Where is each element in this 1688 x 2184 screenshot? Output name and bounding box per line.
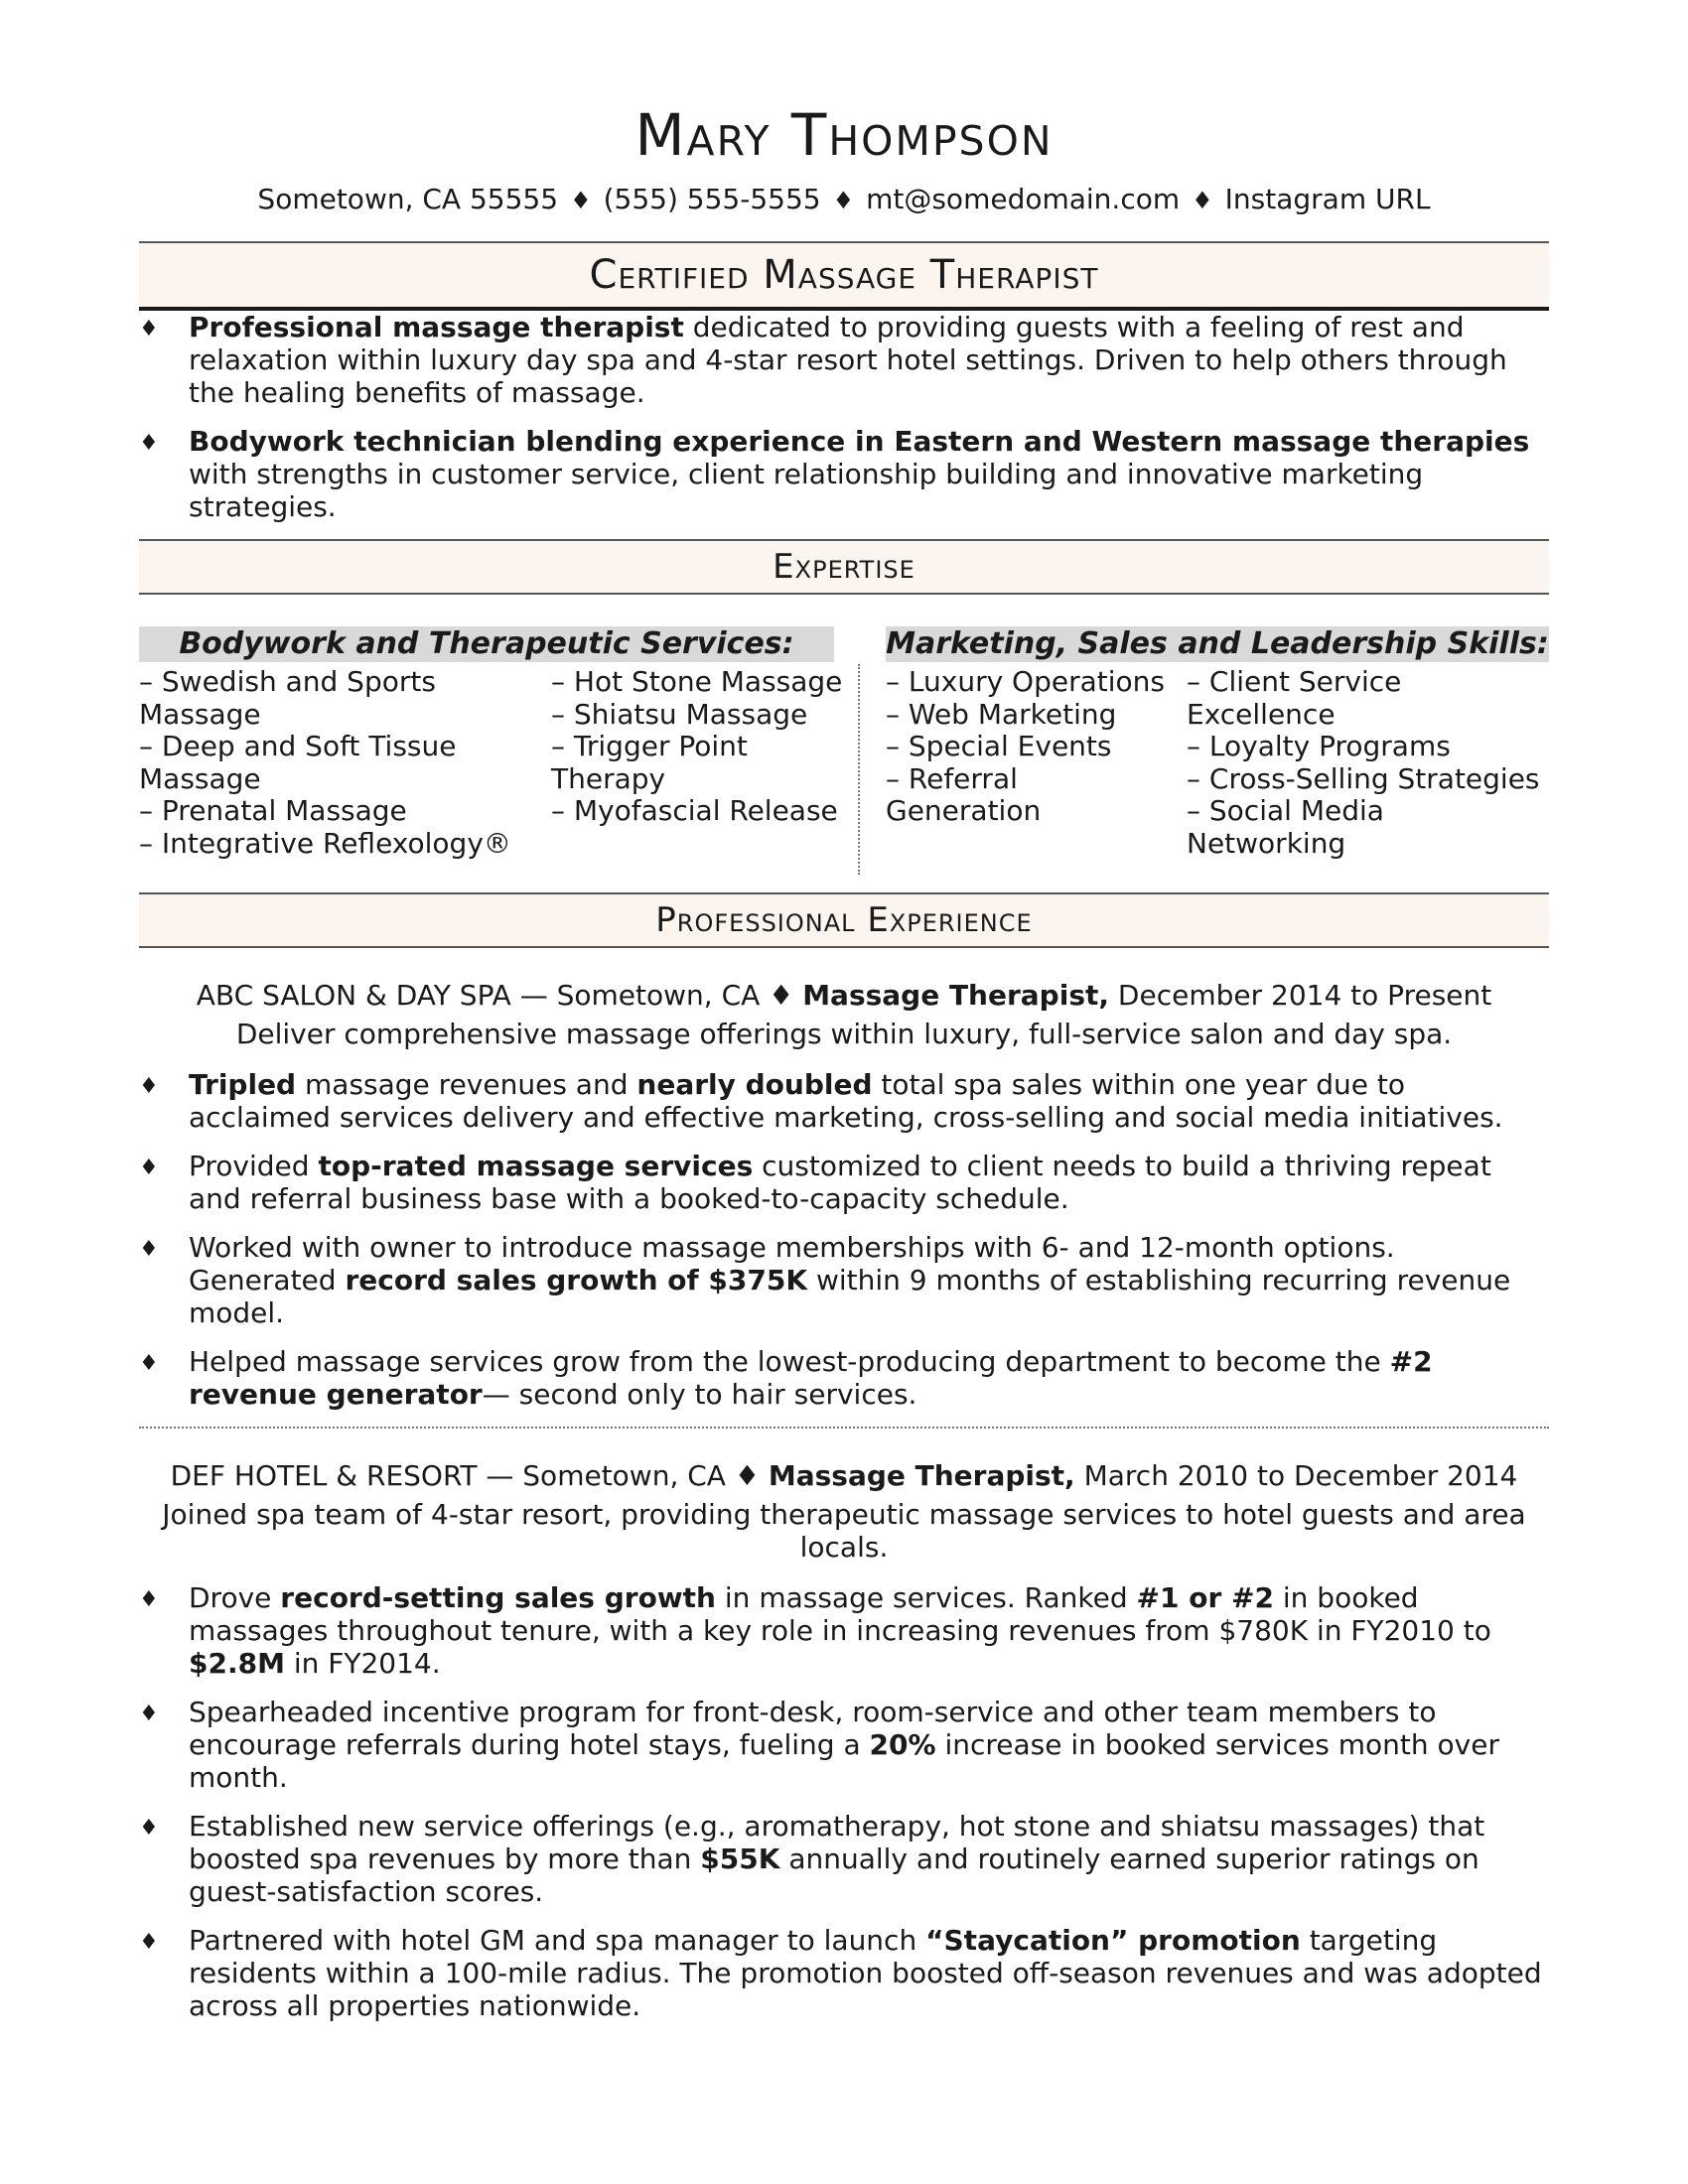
expertise-section (139, 626, 1549, 892)
employer-name: ABC SALON & DAY SPA — Sometown, CA ♦ (196, 979, 803, 1012)
diamond-icon: ♦ (832, 187, 855, 214)
bullet-text: Provided (189, 1150, 319, 1182)
skill-item: – Cross-Selling Strategies (1187, 761, 1540, 795)
skill-item: – Swedish and Sports Massage (139, 665, 436, 731)
marketing-skills-heading: Marketing, Sales and Leadership Skills: (886, 626, 1549, 661)
bullet-text: increase in booked services month over month. (189, 1728, 1499, 1794)
achievement-bullet (139, 1345, 1549, 1411)
job-dates: March 2010 to December 2014 (1074, 1459, 1518, 1492)
job-divider (139, 1427, 1549, 1429)
summary-bold: Professional massage therapist (189, 311, 684, 343)
professional-title: Certified Massage Therapist (139, 241, 1549, 311)
summary-text: with strengths in customer service, client relationship building and innovative marketing strategies. (189, 458, 1424, 523)
job-description: Deliver comprehensive massage offerings within luxury, full-service salon and day spa. (235, 1018, 1453, 1050)
expertise-heading: Expertise (139, 539, 1549, 595)
bullet-text: within 9 months of establishing recurring revenue model. (189, 1264, 1511, 1329)
bullet-highlight: record sales growth of $375K (345, 1264, 808, 1297)
skill-item: – Web Marketing (886, 697, 1117, 731)
summary-list (139, 311, 1549, 523)
bullet-text: — second only to hair services. (482, 1378, 917, 1411)
contact-email: mt@somedomain.com (866, 183, 1181, 215)
achievement-bullet (139, 1581, 1549, 1680)
summary-bold: Bodywork technician blending experience in Eastern and Western massage therapies (189, 425, 1530, 458)
bullet-text: annually and routinely earned superior ratings on guest-satisfaction scores. (189, 1843, 1479, 1908)
diamond-bullet-icon: ♦ (139, 1816, 159, 1841)
achievement-bullet (139, 1696, 1549, 1794)
bodywork-services-heading: Bodywork and Therapeutic Services: (139, 626, 834, 662)
diamond-bullet-icon: ♦ (139, 431, 159, 456)
contact-location: Sometown, CA 55555 (257, 183, 559, 215)
bullet-text: Helped massage services grow from the lowest-producing department to become the (189, 1345, 1390, 1378)
diamond-bullet-icon: ♦ (139, 317, 159, 341)
skill-item: – Luxury Operations (886, 665, 1165, 698)
bodywork-list-1 (139, 666, 536, 860)
bullet-highlight: $55K (700, 1843, 780, 1875)
diamond-bullet-icon: ♦ (139, 1351, 159, 1376)
job-abc-salon (139, 978, 1549, 1411)
bullet-text: total spa sales within one year due to acclaimed services delivery and effective marketing, cross-selling and social media initiatives. (189, 1068, 1503, 1134)
skill-item: – Shiatsu Massage (551, 697, 808, 731)
contact-line (139, 181, 1549, 219)
summary-item (139, 311, 1549, 409)
marketing-list-1 (886, 666, 1174, 828)
candidate-name: Mary Thompson (634, 101, 1054, 169)
achievement-bullet (139, 1150, 1549, 1215)
skill-item: – Prenatal Massage (139, 794, 407, 827)
contact-social: Instagram URL (1224, 183, 1431, 215)
skill-item: – Trigger Point Therapy (551, 730, 748, 795)
resume-page (139, 0, 1549, 2038)
skill-item: – Referral Generation (886, 761, 1042, 827)
bullet-text: targeting residents within a 100-mile radius. The promotion boosted off-season revenues and was adopted across all properties nationwide. (189, 1924, 1542, 2022)
job-description: Joined spa team of 4-star resort, providing therapeutic massage services to hotel guests and area locals. (162, 1498, 1526, 1564)
bullet-highlight: “Staycation” promotion (925, 1924, 1301, 1957)
column-divider (858, 664, 860, 875)
achievement-bullet (139, 1924, 1549, 2022)
bullet-text: in massage services. Ranked (716, 1581, 1137, 1614)
bullet-highlight: $2.8M (189, 1647, 285, 1680)
bodywork-list-2 (551, 666, 849, 828)
bullet-highlight: nearly doubled (636, 1068, 873, 1101)
summary-text: dedicated to providing guests with a feeling of rest and relaxation within luxury day spa and 4-star resort hotel settings. Driven to help others through the healing benefits of massage. (189, 311, 1507, 409)
bullet-highlight: #1 or #2 (1136, 1581, 1274, 1614)
skill-item: – Integrative Reflexology® (139, 826, 511, 860)
experience-heading: Professional Experience (139, 892, 1549, 948)
diamond-icon: ♦ (1192, 187, 1213, 214)
job-header (139, 978, 1549, 1014)
achievement-bullet (139, 1810, 1549, 1908)
bullet-highlight: 20% (869, 1728, 936, 1761)
bullet-text: Spearheaded incentive program for front-desk, room-service and other team members to encourage referrals during hotel stays, fueling a (189, 1696, 1437, 1761)
diamond-bullet-icon: ♦ (139, 1702, 159, 1726)
job-bullets (139, 1581, 1549, 2022)
job-def-hotel (139, 1458, 1549, 2022)
bullet-text: Drove (189, 1581, 281, 1614)
diamond-bullet-icon: ♦ (139, 1930, 159, 1955)
diamond-bullet-icon: ♦ (139, 1156, 159, 1180)
skill-item: – Deep and Soft Tissue Massage (139, 730, 457, 795)
bullet-text: Established new service offerings (e.g., aromatherapy, hot stone and shiatsu massages) that boosted spa revenues by more than (189, 1810, 1485, 1875)
diamond-bullet-icon: ♦ (139, 1074, 159, 1099)
job-role: Massage Therapist, (768, 1459, 1075, 1492)
marketing-list-2 (1187, 666, 1549, 860)
summary-item (139, 425, 1549, 523)
bullet-text: customized to client needs to build a thriving repeat and referral business base with a booked-to-capacity schedule. (189, 1150, 1491, 1215)
job-dates: December 2014 to Present (1109, 979, 1492, 1012)
skill-item: – Client Service Excellence (1187, 665, 1402, 731)
contact-phone: (555) 555-5555 (603, 183, 821, 215)
bullet-text: massage revenues and (296, 1068, 637, 1101)
skill-item: – Loyalty Programs (1187, 730, 1451, 762)
skill-item: – Social Media Networking (1187, 794, 1384, 860)
diamond-bullet-icon: ♦ (139, 1237, 159, 1262)
bullet-text: Partnered with hotel GM and spa manager to launch (189, 1924, 926, 1957)
bullet-text: Worked with owner to introduce massage memberships with 6- and 12-month options. Generated (189, 1231, 1395, 1297)
job-role: Massage Therapist, (802, 979, 1110, 1012)
bullet-highlight: #2 revenue generator (189, 1345, 1433, 1411)
bullet-text: in booked massages throughout tenure, with a key role in increasing revenues from $780K in FY2010 to (189, 1581, 1491, 1647)
employer-name: DEF HOTEL & RESORT — Sometown, CA ♦ (170, 1459, 769, 1492)
bullet-highlight: record-setting sales growth (280, 1581, 716, 1614)
achievement-bullet (139, 1068, 1549, 1134)
skill-item: – Special Events (886, 730, 1112, 762)
bullet-highlight: top-rated massage services (318, 1150, 754, 1182)
skill-item: – Myofascial Release (551, 794, 838, 827)
bullet-text: in FY2014. (284, 1647, 441, 1680)
achievement-bullet (139, 1231, 1549, 1329)
skill-item: – Hot Stone Massage (551, 665, 843, 698)
bullet-highlight: Tripled (189, 1068, 297, 1101)
diamond-bullet-icon: ♦ (139, 1587, 159, 1612)
job-header (139, 1458, 1549, 1494)
job-bullets (139, 1068, 1549, 1411)
diamond-icon: ♦ (570, 187, 592, 214)
